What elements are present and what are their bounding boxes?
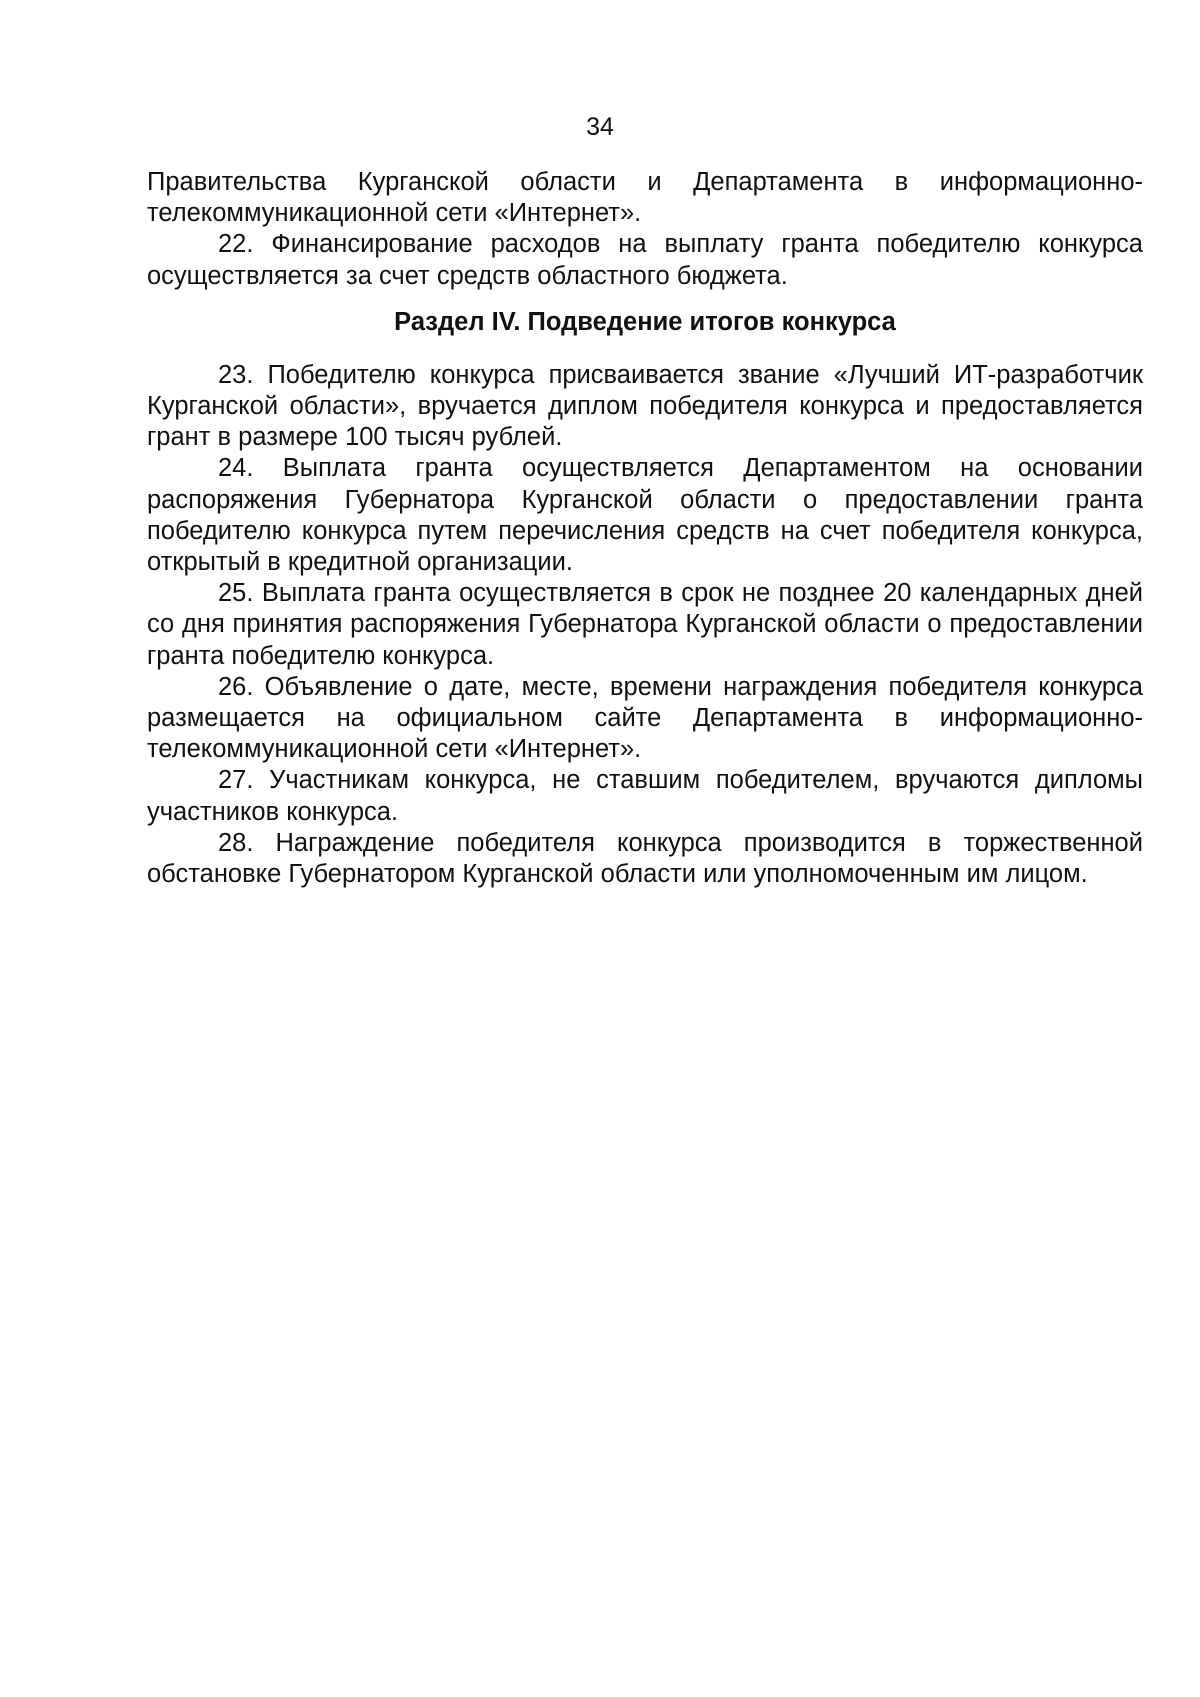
paragraph-27: 27. Участникам конкурса, не ставшим победителем, вручаются дипломы участников конкурса.	[147, 766, 1143, 826]
paragraph-28: 28. Награждение победителя конкурса производится в торжественной обстановке Губернатором Курганской области или уполномоченным им лицом.	[147, 828, 1143, 889]
paragraph-continuation: Правительства Курганской области и Департамента в информационно-телекоммуникационной сети «Интернет».	[147, 168, 1143, 228]
paragraph-22: 22. Финансирование расходов на выплату гранта победителю конкурса осуществляется за счет средств областного бюджета.	[147, 230, 1143, 290]
page-number: 34	[586, 113, 614, 141]
paragraph-25: 25. Выплата гранта осуществляется в срок не позднее 20 календарных дней со дня принятия распоряжения Губернатора Курганской области о предоставлении гранта победителю конкурса.	[147, 579, 1143, 670]
document-body	[147, 167, 1143, 890]
paragraph-23: 23. Победителю конкурса присваивается звание «Лучший ИТ-разработчик Курганской области», вручается диплом победителя конкурса и предоставляется грант в размере 100 тысяч рублей.	[147, 360, 1143, 452]
section-heading: Раздел IV. Подведение итогов конкурса	[394, 307, 896, 336]
paragraph-24: 24. Выплата гранта осуществляется Департаментом на основании распоряжения Губернатора Курганской области о предоставлении гранта победителю конкурса путем перечисления средств на счет победителя конкурса, открытый в кредитной организации.	[147, 454, 1143, 577]
paragraph-26: 26. Объявление о дате, месте, времени награждения победителя конкурса размещается на официальном сайте Департамента в информационно-телекоммуникационной сети «Интернет».	[147, 672, 1143, 764]
